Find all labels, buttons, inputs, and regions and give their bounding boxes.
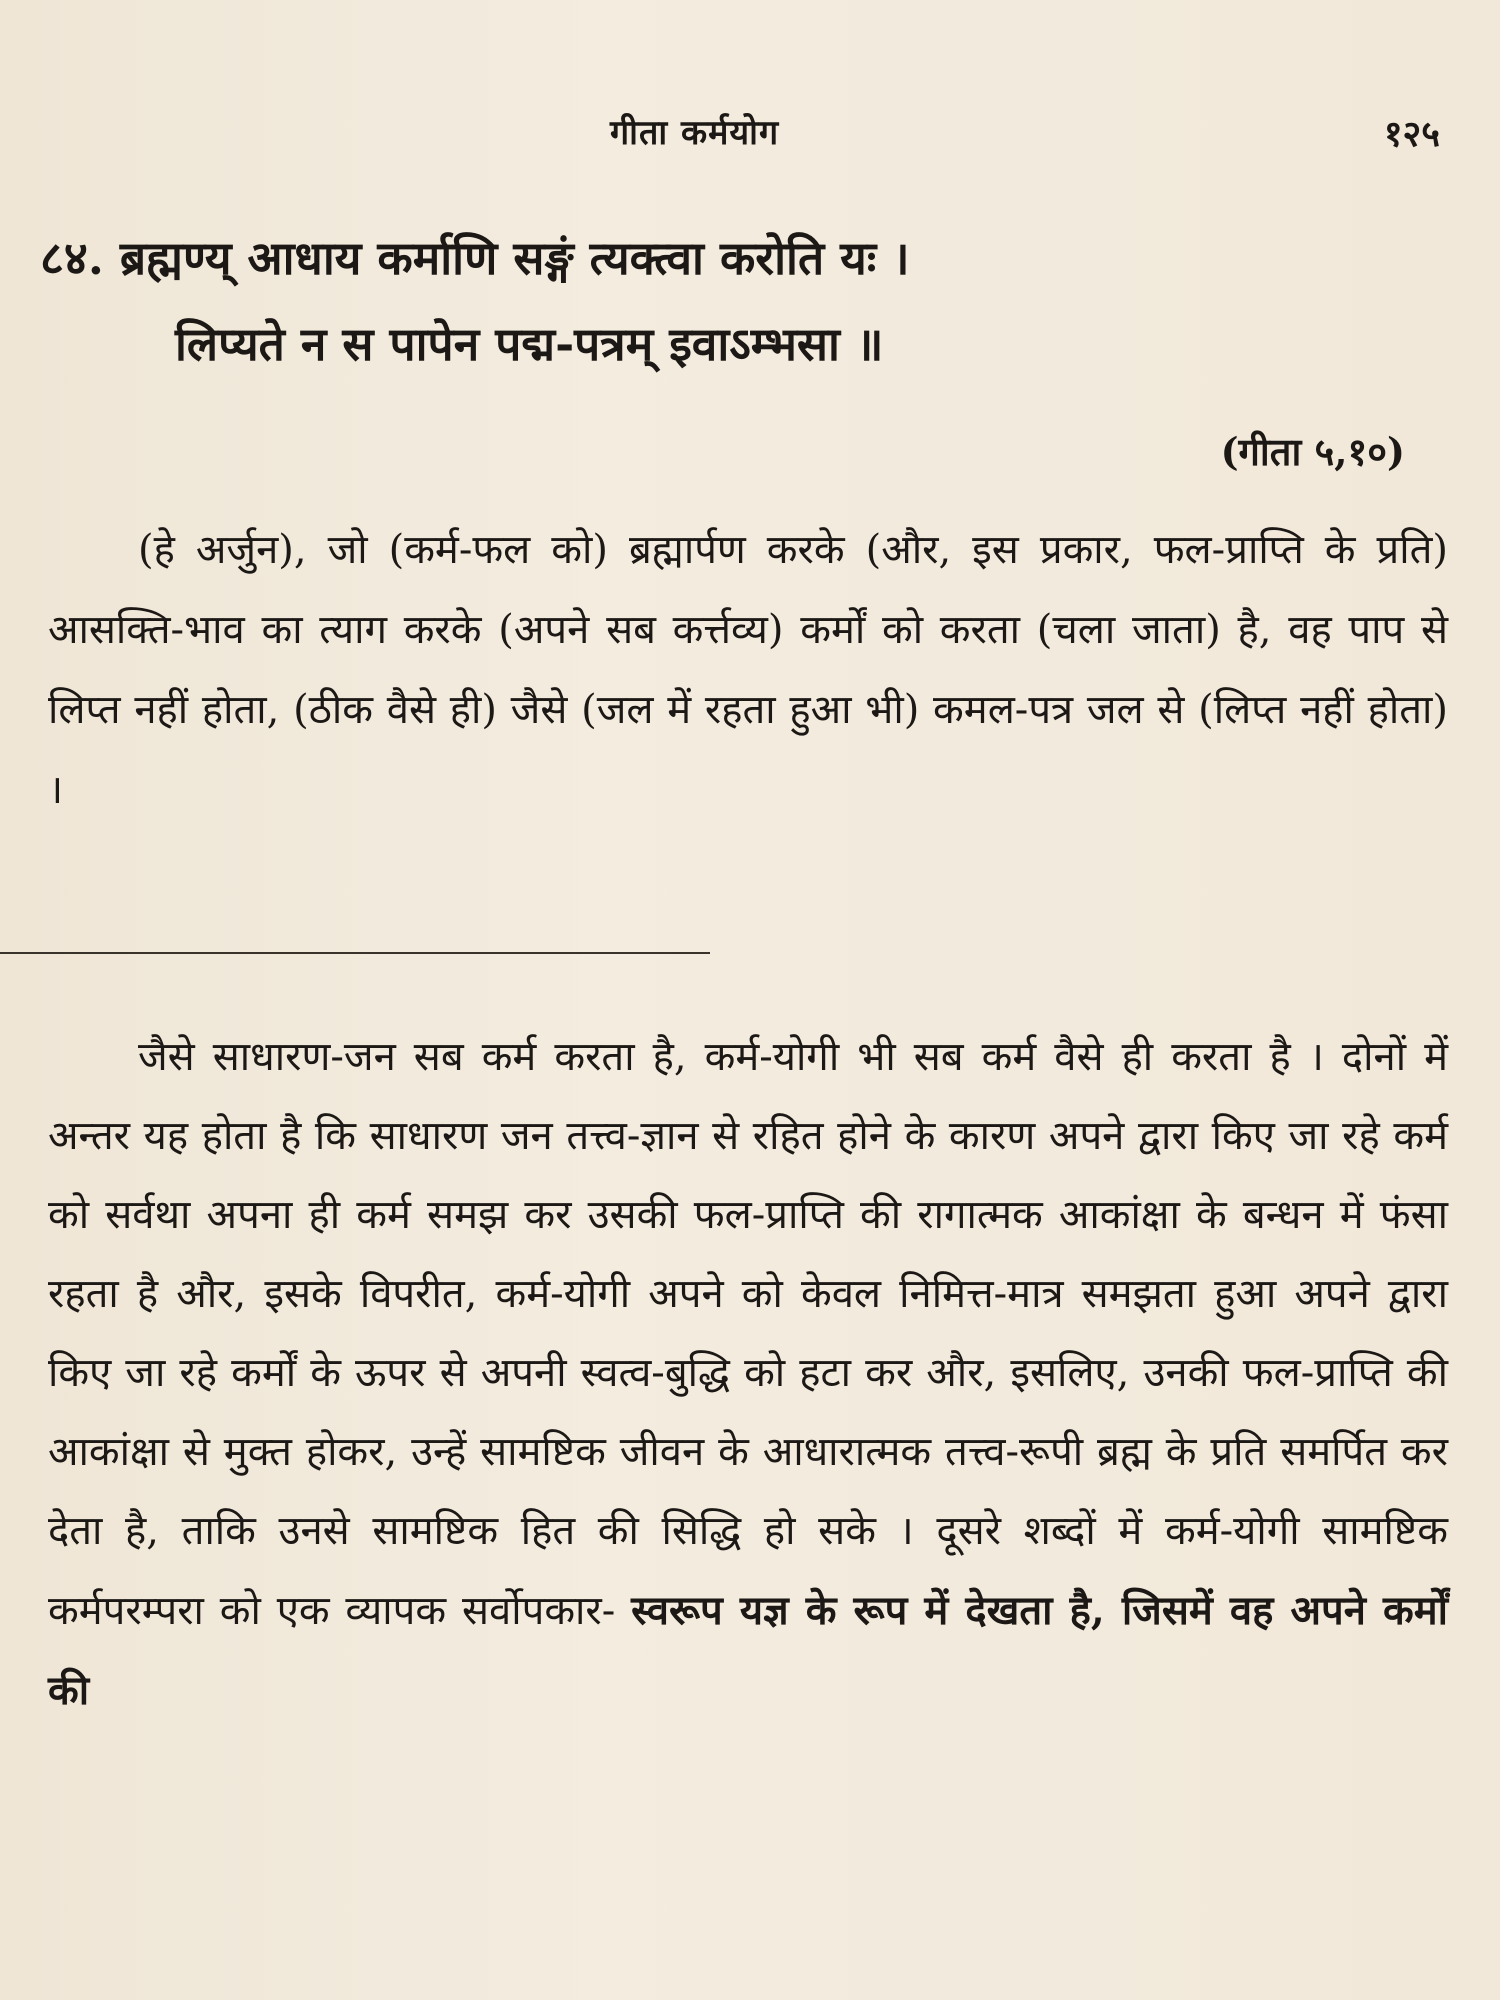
running-title: गीता कर्मयोग xyxy=(610,113,780,153)
section-divider xyxy=(0,952,710,954)
verse-translation: (हे अर्जुन), जो (कर्म-फल को) ब्रह्मार्पण करके (और, इस प्रकार, फल-प्राप्ति के प्रति) आसक्ति-भाव का त्याग करके (अपने सब कर्त्तव्य) कर्मों को करता (चला जाता) है, वह पाप से लिप्त नहीं होता, (ठीक वैसे ही) जैसे (जल में रहता हुआ भी) कमल-पत्र जल से (लिप्त नहीं होता) । xyxy=(48,527,1448,813)
commentary-paragraph xyxy=(48,1018,1448,1731)
verse-reference: (गीता ५,१०) xyxy=(1220,429,1405,474)
verse-line-1: ८४. ब्रह्मण्य् आधाय कर्माणि सङ्गं त्यक्त्वा करोति यः । xyxy=(40,231,910,285)
sanskrit-verse xyxy=(40,225,1460,377)
commentary-body: जैसे साधारण-जन सब कर्म करता है, कर्म-योगी भी सब कर्म वैसे ही करता है । दोनों में अन्तर यह होता है कि साधारण जन तत्त्व-ज्ञान से रहित होने के कारण अपने द्वारा किए जा रहे कर्म को सर्वथा अपना ही कर्म समझ कर उसकी फल-प्राप्ति की रागात्मक आकांक्षा के बन्धन में फंसा रहता है और, इसके विपरीत, कर्म-योगी अपने को केवल निमित्त-मात्र समझता हुआ अपने द्वारा किए जा रहे कर्मों के ऊपर से अपनी स्वत्व-बुद्धि को हटा कर और, इसलिए, उनकी फल-प्राप्ति की आकांक्षा से मुक्त होकर, उन्हें सामष्टिक जीवन के आधारात्मक तत्त्व-रूपी ब्रह्म के प्रति समर्पित कर देता है, ताकि उनसे सामष्टिक हित की सिद्धि हो सके । दूसरे शब्दों में कर्म-योगी सामष्टिक कर्मपरम्परा को एक व्यापक सर्वोपकार- xyxy=(48,1034,1448,1634)
page-number: १२५ xyxy=(1383,113,1440,155)
commentary-last-line: स्वरूप यज्ञ के रूप में देखता है, जिसमें वह अपने कर्मों की xyxy=(48,1587,1448,1714)
page-header xyxy=(40,108,1460,158)
verse-line-2: लिप्यते न स पापेन पद्म-पत्रम् इवाऽम्भसा ॥ xyxy=(175,317,884,371)
